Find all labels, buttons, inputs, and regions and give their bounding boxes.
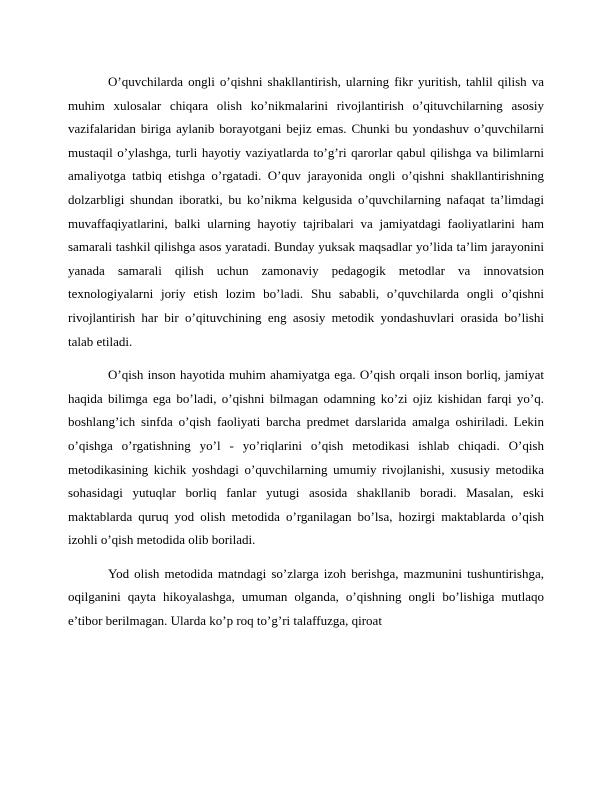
paragraph-3: Yod olish metodida matndagi so’zlarga izoh berishga, mazmunini tushuntirishga, oqilganini qayta hikoyalashga, umuman olganda, o’qishning ongli bo’lishiga mutlaqo e’tibor berilmagan. Ularda ko’p roq to’g’ri talaffuzga, qiroat xyxy=(68,565,544,629)
paragraph-1: O’quvchilarda ongli o’qishni shakllantirish, ularning fikr yuritish, tahlil qilish va muhim xulosalar chiqara olish ko’nikmalarini rivojlantirish o’qituvchilarning asosiy vazifalaridan biriga aylanib borayotgani bejiz emas. Chunki bu yondashuv o’quvchilarni mustaqil o’ylashga, turli hayotiy vaziyatlarda to’g’ri qarorlar qabul qilishga va bilimlarni amaliyotga tatbiq etishga o’rgatadi. O’quv jarayonida ongli o’qishni shakllantirishning dolzarbligi shundan iboratki, bu ko’nikma kelgusida o’quvchilarning nafaqat ta’limdagi muvaffaqiyatlarini, balki ularning hayotiy tajribalari va jamiyatdagi faoliyatlarini ham samarali tashkil qilishga asos yaratadi. Bunday yuksak maqsadlar yo’lida ta’lim jarayonini yanada samarali qilish uchun zamonaviy pedagogik metodlar va innovatsion texnologiyalarni joriy etish lozim bo’ladi. Shu sababli, o’quvchilarda ongli o’qishni rivojlantirish har bir o’qituvchining eng asosiy metodik yondashuvlari orasida bo’lishi talab etiladi. xyxy=(68,74,544,349)
body-text xyxy=(68,70,544,633)
paragraph-2: O’qish inson hayotida muhim ahamiyatga ega. O’qish orqali inson borliq, jamiyat haqida bilimga ega bo’ladi, o’qishni bilmagan odamning ko’zi ojiz kishidan farqi yo’q. boshlang’ich sinfda o’qish faoliyati barcha predmet darslarida amalga oshiriladi. Lekin o’qishga o’rgatishning yo’l - yo’riqlarini o’qish metodikasi ishlab chiqadi. O’qish metodikasining kichik yoshdagi o’quvchilarning umumiy rivojlanishi, xususiy metodika sohasidagi yutuqlar borliq fanlar yutugi asosida shakllanib boradi. Masalan, eski maktablarda quruq yod olish metodida o’rganilagan bo’lsa, hozirgi maktablarda o’qish izohli o’qish metodida olib boriladi. xyxy=(68,367,544,548)
